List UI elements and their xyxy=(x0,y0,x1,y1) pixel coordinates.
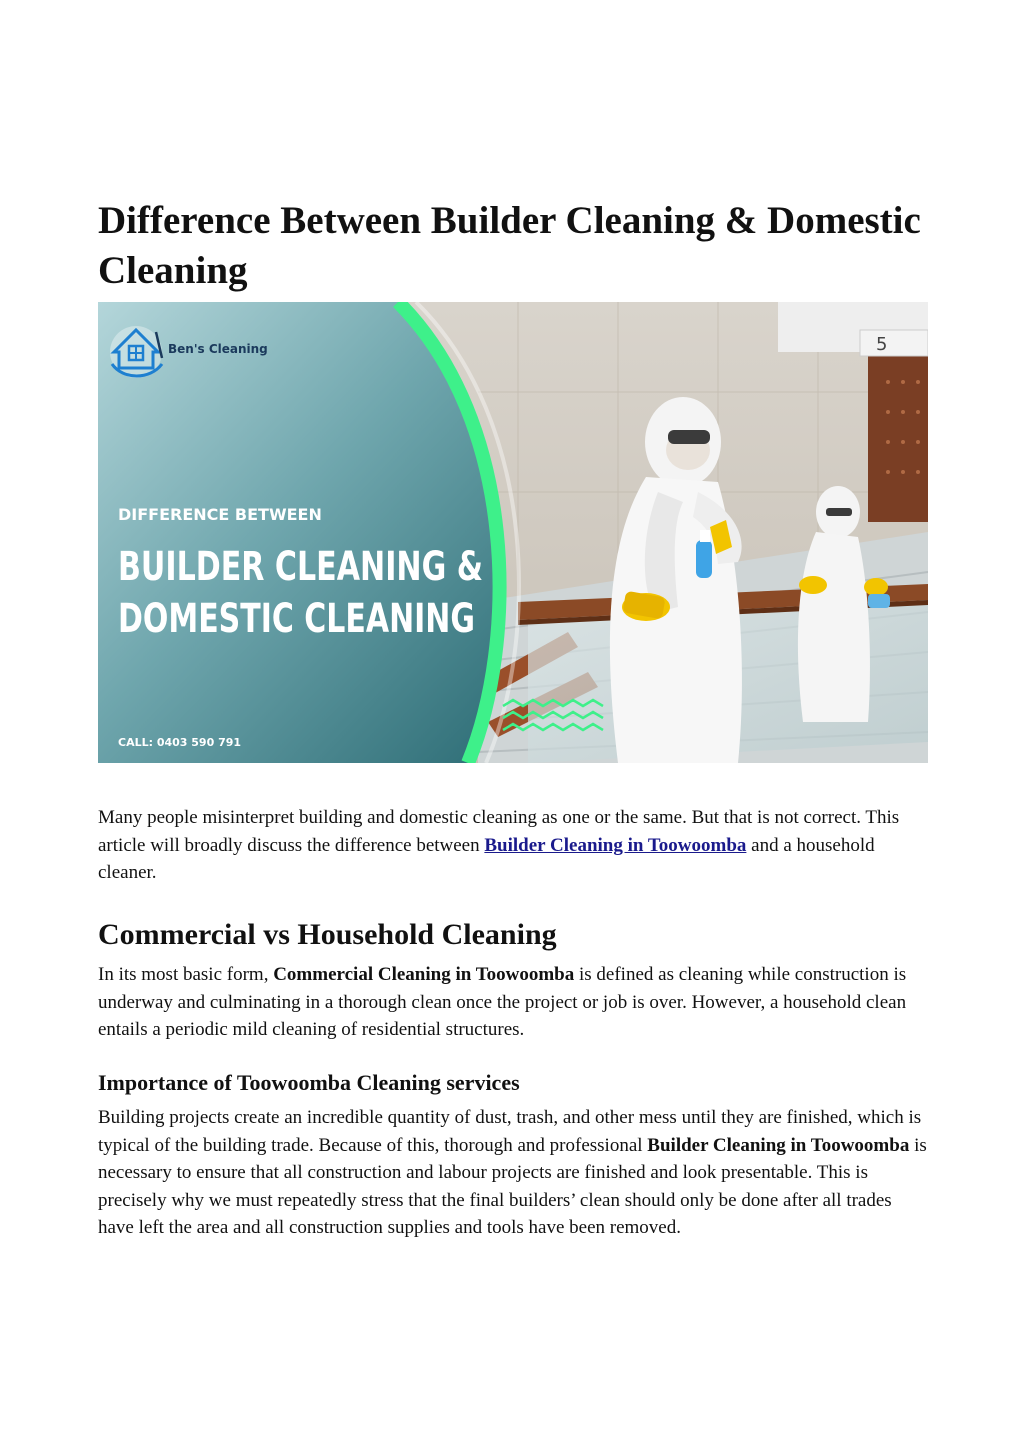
hero-line-1: DIFFERENCE BETWEEN xyxy=(118,505,322,524)
article-title: Difference Between Builder Cleaning & Domestic Cleaning xyxy=(98,199,921,292)
hero-phone: CALL: 0403 590 791 xyxy=(118,736,242,749)
brand-name: Ben's Cleaning xyxy=(168,342,268,356)
intro-paragraph: Many people misinterpret building and domestic cleaning as one or the same. But that is not correct. This article will broadly discuss the difference between Builder Cleaning in Toowoomba and a household cleaner. xyxy=(98,807,900,883)
section-heading-commercial: Commercial vs Household Cleaning xyxy=(98,918,557,951)
builder-cleaning-link[interactable]: Builder Cleaning in Toowoomba xyxy=(484,834,747,856)
hero-image xyxy=(98,302,928,763)
hero-line-3: DOMESTIC CLEANING xyxy=(118,596,475,642)
hero-line-2: BUILDER CLEANING & xyxy=(118,544,483,590)
commercial-paragraph: In its most basic form, Commercial Cleaning in Toowoomba is defined as cleaning while construction is underway and culminating in a thorough clean once the project or job is over. However, a household clean entails a periodic mild cleaning of residential structures. xyxy=(98,964,907,1040)
section-heading-importance: Importance of Toowoomba Cleaning services xyxy=(98,1070,520,1095)
floor-sign: 5 xyxy=(876,334,888,355)
importance-paragraph: Building projects create an incredible quantity of dust, trash, and other mess until they are finished, which is typical of the building trade. Because of this, thorough and professional Builder Cleaning in Toowoomba is necessary to ensure that all construction and labour projects are finished and look presentable. This is precisely why we must repeatedly stress that the final builders’ clean should only be done after all trades have left the area and all construction supplies and tools have been removed. xyxy=(98,1107,927,1238)
